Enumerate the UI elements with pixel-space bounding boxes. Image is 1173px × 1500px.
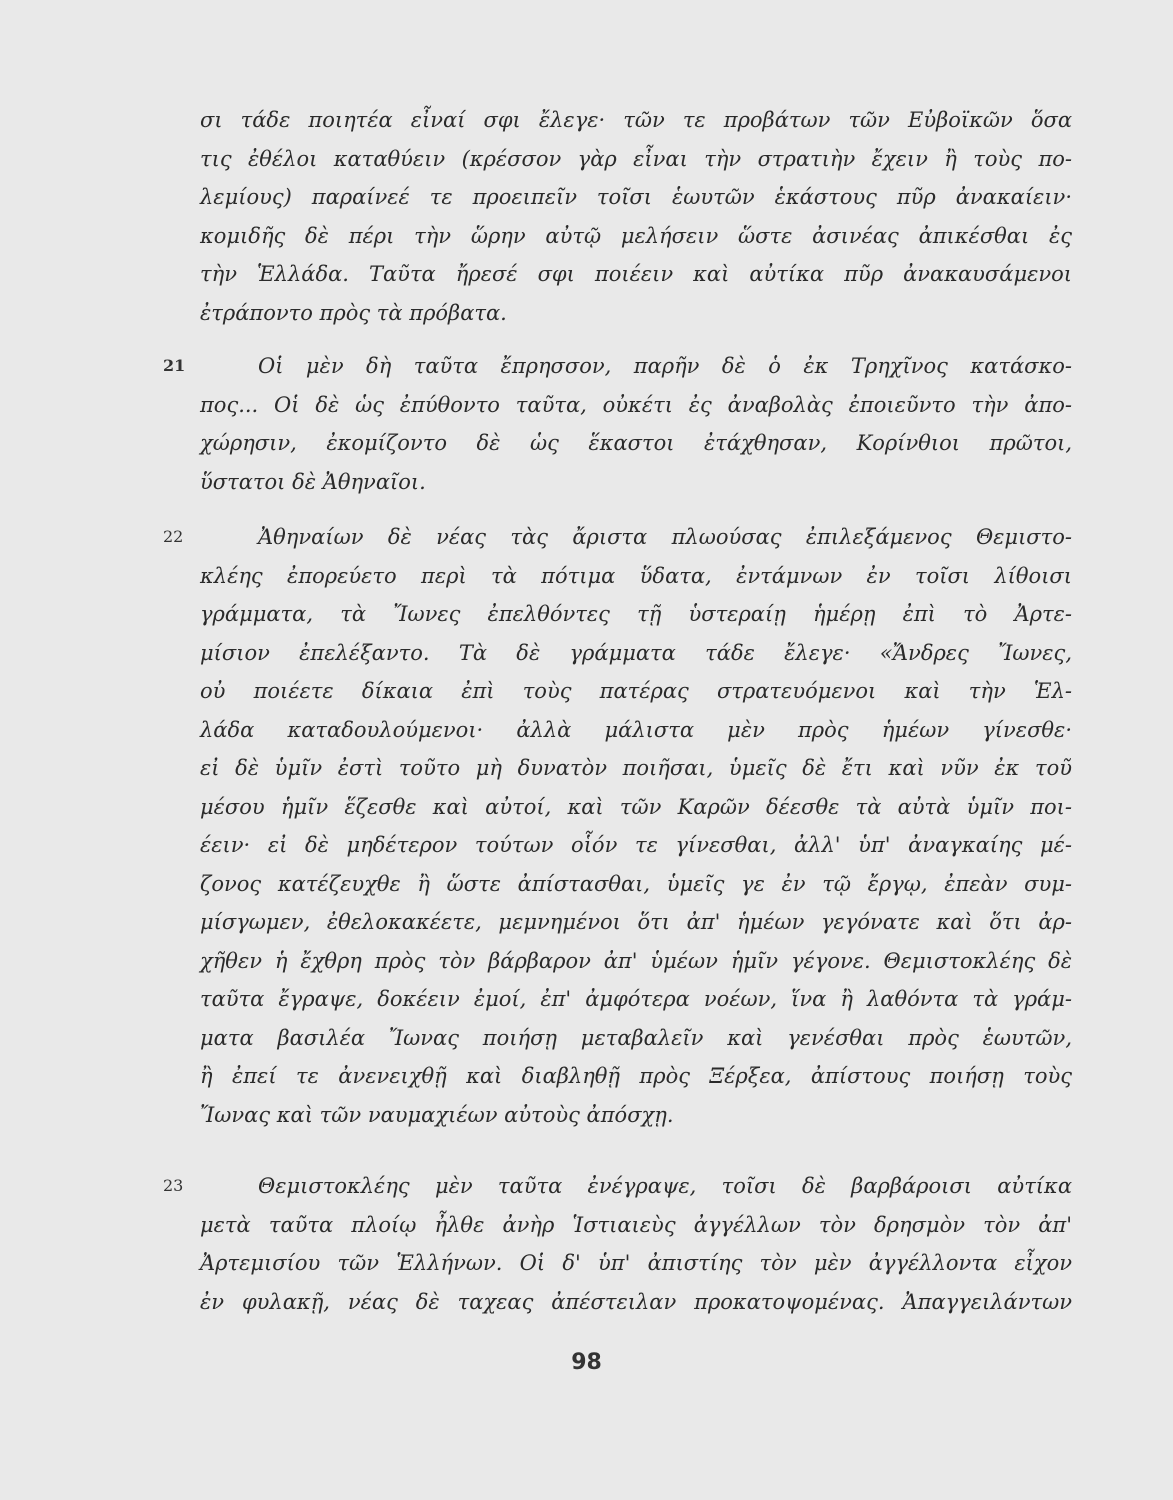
text-line: χώρησιν, ἐκομίζοντο δὲ ὡς ἕκαστοι ἐτάχθησαν, Κορίνθιοι πρῶτοι, <box>200 431 1072 455</box>
text-line: ταῦτα ἔγραψε, δοκέειν ἐμοί, ἐπ' ἀμφότερα νοέων, ἵνα ἢ λαθόντα τὰ γράμ- <box>200 987 1072 1011</box>
text-line: Ἴωνας καὶ τῶν ναυμαχιέων αὐτοὺς ἀπόσχῃ. <box>200 1102 674 1127</box>
text-line: πος... Οἱ δὲ ὡς ἐπύθοντο ταῦτα, οὐκέτι ἐς ἀναβολὰς ἐποιεῦντο τὴν ἀπο- <box>200 392 1072 417</box>
paragraph-continuation <box>200 101 1072 332</box>
text-line: μέσου ἡμῖν ἕζεσθε καὶ αὐτοί, καὶ τῶν Καρῶν δέεσθε τὰ αὐτὰ ὑμῖν ποι- <box>200 794 1072 819</box>
text-line: ἐν φυλακῇ, νέας δὲ ταχεας ἀπέστειλαν προκατοψομένας. Ἀπαγγειλάντων <box>200 1289 1072 1314</box>
text-line: κομιδῆς δὲ πέρι τὴν ὥρην αὐτῷ μελήσειν ὥστε ἀσινέας ἀπικέσθαι ἐς <box>200 223 1072 248</box>
section-number-21: 21 <box>163 356 186 375</box>
text-line: Οἱ μὲν δὴ ταῦτα ἔπρησσον, παρῆν δὲ ὁ ἐκ Τρηχῖνος κατάσκο- <box>258 354 1072 378</box>
text-line: ἐτράποντο πρὸς τὰ πρόβατα. <box>200 300 507 325</box>
text-line: Θεμιστοκλέης μὲν ταῦτα ἐνέγραψε, τοῖσι δὲ βαρβάροισι αὐτίκα <box>258 1174 1072 1198</box>
text-line: ζονος κατέζευχθε ἢ ὥστε ἀπίστασθαι, ὑμεῖς γε ἐν τῷ ἔργῳ, ἐπεὰν συμ- <box>200 871 1072 896</box>
page-number: 98 <box>571 1350 602 1375</box>
text-line: Ἀρτεμισίου τῶν Ἑλλήνων. Οἱ δ' ὑπ' ἀπιστίης τὸν μὲν ἀγγέλλοντα εἶχον <box>200 1251 1072 1275</box>
text-line: τὴν Ἑλλάδα. Ταῦτα ἤρεσέ σφι ποιέειν καὶ αὐτίκα πῦρ ἀνακαυσάμενοι <box>200 262 1072 286</box>
text-line: κλέης ἐπορεύετο περὶ τὰ πότιμα ὕδατα, ἐντάμνων ἐν τοῖσι λίθοισι <box>200 563 1072 588</box>
section-number-22: 22 <box>163 527 184 546</box>
paragraph-22 <box>200 518 1072 1134</box>
text-line: οὐ ποιέετε δίκαια ἐπὶ τοὺς πατέρας στρατευόμενοι καὶ τὴν Ἑλ- <box>200 679 1072 703</box>
text-line: εἰ δὲ ὑμῖν ἐστὶ τοῦτο μὴ δυνατὸν ποιῆσαι, ὑμεῖς δὲ ἔτι καὶ νῦν ἐκ τοῦ <box>200 756 1072 780</box>
text-line: ὕστατοι δὲ Ἀθηναῖοι. <box>200 469 426 494</box>
text-line: λεμίους) παραίνεέ τε προειπεῖν τοῖσι ἑωυτῶν ἑκάστους πῦρ ἀνακαίειν· <box>200 185 1072 209</box>
text-line: σι τάδε ποιητέα εἶναί σφι ἔλεγε· τῶν τε προβάτων τῶν Εὐβοϊκῶν ὅσα <box>200 108 1072 132</box>
text-line: ἢ ἐπεί τε ἀνενειχθῇ καὶ διαβληθῇ πρὸς Ξέρξεα, ἀπίστους ποιήσῃ τοὺς <box>200 1064 1072 1088</box>
text-line: έειν· εἰ δὲ μηδέτερον τούτων οἷόν τε γίνεσθαι, ἀλλ' ὑπ' ἀναγκαίης μέ- <box>200 833 1072 857</box>
section-number-23: 23 <box>163 1176 184 1195</box>
text-line: ματα βασιλέα Ἴωνας ποιήσῃ μεταβαλεῖν καὶ γενέσθαι πρὸς ἑωυτῶν, <box>200 1025 1072 1050</box>
text-line: μετὰ ταῦτα πλοίῳ ἦλθε ἀνὴρ Ἱστιαιεὺς ἀγγέλλων τὸν δρησμὸν τὸν ἀπ' <box>200 1212 1072 1237</box>
text-line: γράμματα, τὰ Ἴωνες ἐπελθόντες τῇ ὑστεραίῃ ἡμέρῃ ἐπὶ τὸ Ἀρτε- <box>200 602 1072 626</box>
text-line: λάδα καταδουλούμενοι· ἀλλὰ μάλιστα μὲν πρὸς ἡμέων γίνεσθε· <box>200 717 1072 742</box>
text-line: Ἀθηναίων δὲ νέας τὰς ἄριστα πλωούσας ἐπιλεξάμενος Θεμιστο- <box>258 525 1072 549</box>
text-line: χῆθεν ἡ ἔχθρη πρὸς τὸν βάρβαρον ἀπ' ὑμέων ἡμῖν γέγονε. Θεμιστοκλέης δὲ <box>200 948 1072 973</box>
text-line: τις ἐθέλοι καταθύειν (κρέσσον γὰρ εἶναι τὴν στρατιὴν ἔχειν ἢ τοὺς πο- <box>200 146 1072 171</box>
paragraph-21 <box>200 347 1072 501</box>
text-line: μίσγωμεν, ἐθελοκακέετε, μεμνημένοι ὅτι ἀπ' ἡμέων γεγόνατε καὶ ὅτι ἀρ- <box>200 910 1072 934</box>
paragraph-23 <box>200 1167 1072 1321</box>
text-line: μίσιον ἐπελέξαντο. Τὰ δὲ γράμματα τάδε ἔλεγε· «Ἄνδρες Ἴωνες, <box>200 640 1072 665</box>
